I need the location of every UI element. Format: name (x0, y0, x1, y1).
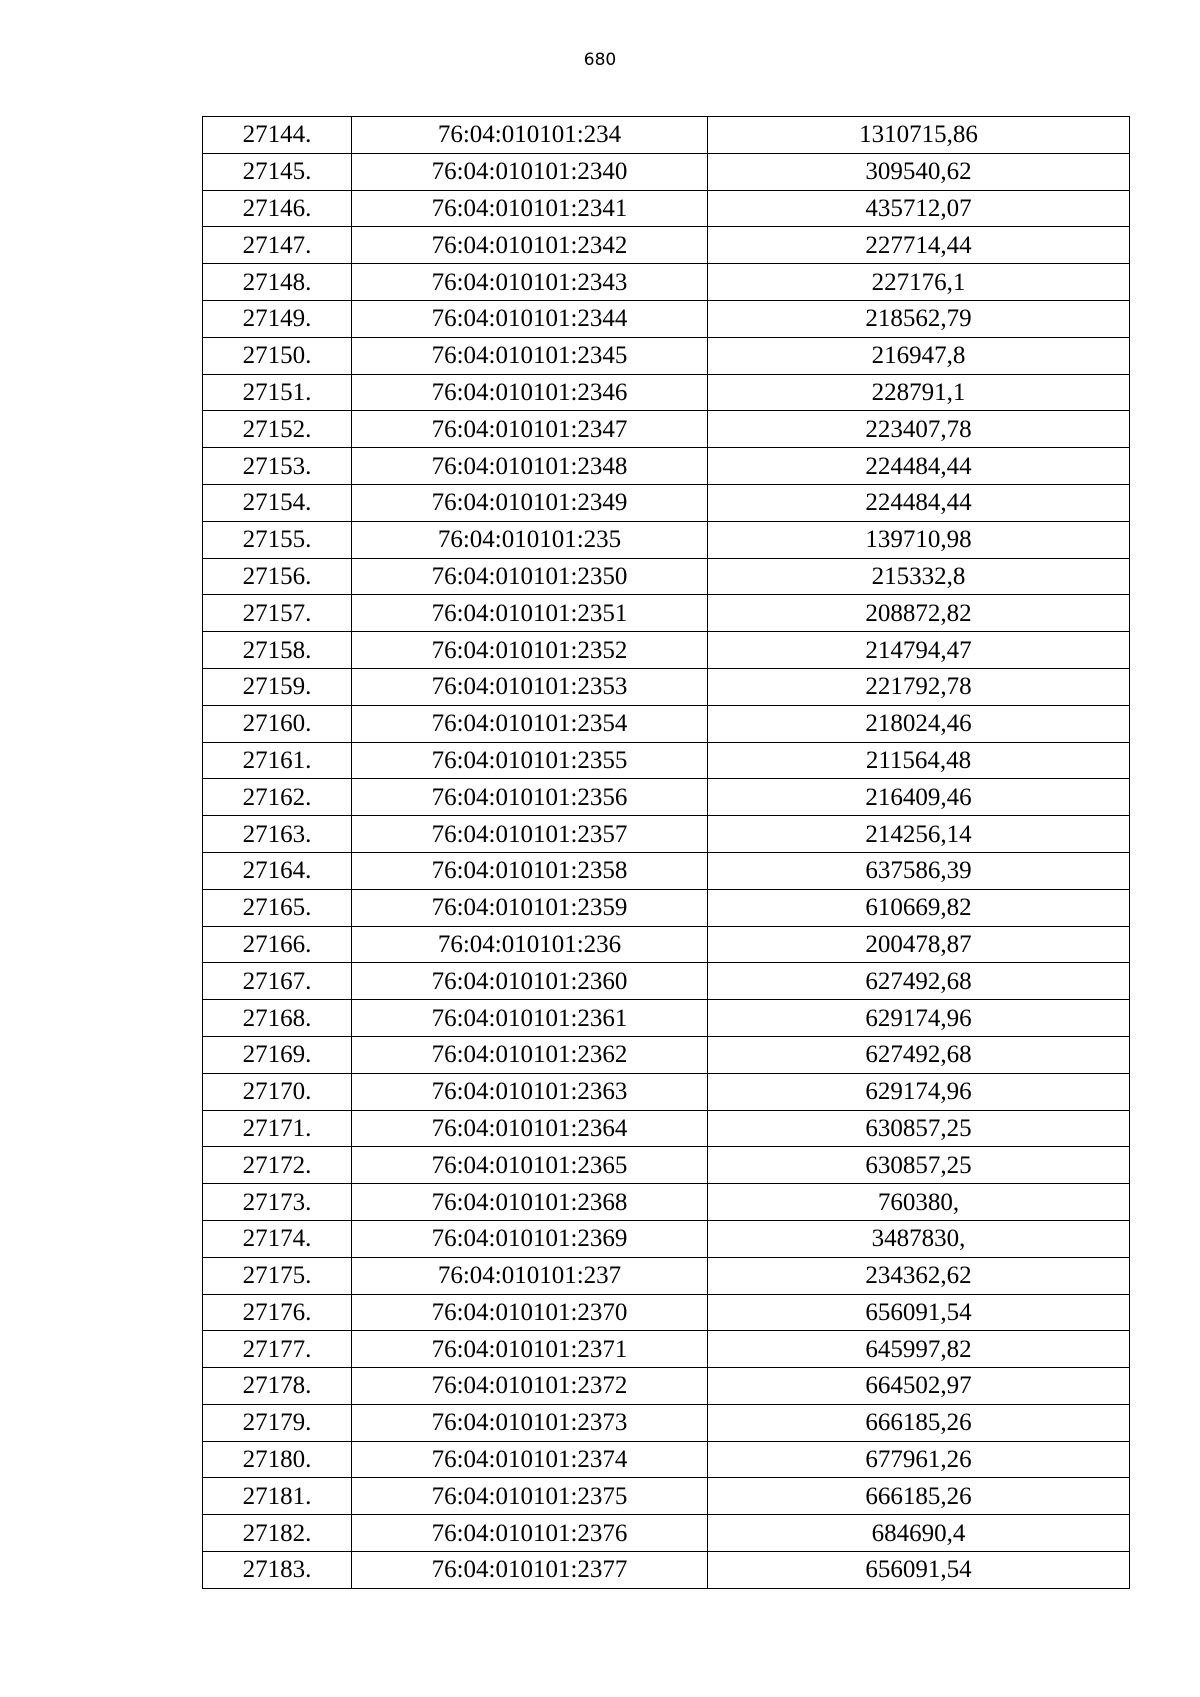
table-row (203, 1552, 1130, 1589)
cadastral-number-cell: 76:04:010101:2355 (352, 742, 708, 779)
value-cell: 214794,47 (708, 632, 1130, 669)
table-row (203, 1441, 1130, 1478)
cadastral-number-cell: 76:04:010101:2344 (352, 300, 708, 337)
table-row (203, 374, 1130, 411)
value-cell: 677961,26 (708, 1441, 1130, 1478)
row-number-cell: 27147. (203, 227, 352, 264)
row-number-cell: 27151. (203, 374, 352, 411)
cadastral-number-cell: 76:04:010101:2359 (352, 889, 708, 926)
table-row (203, 1257, 1130, 1294)
value-cell: 214256,14 (708, 816, 1130, 853)
table-row (203, 779, 1130, 816)
row-number-cell: 27175. (203, 1257, 352, 1294)
cadastral-number-cell: 76:04:010101:2362 (352, 1036, 708, 1073)
row-number-cell: 27177. (203, 1331, 352, 1368)
row-number-cell: 27183. (203, 1552, 352, 1589)
row-number-cell: 27174. (203, 1220, 352, 1257)
cadastral-number-cell: 76:04:010101:235 (352, 521, 708, 558)
table-row (203, 558, 1130, 595)
row-number-cell: 27159. (203, 668, 352, 705)
value-cell: 139710,98 (708, 521, 1130, 558)
row-number-cell: 27157. (203, 595, 352, 632)
table-row (203, 1294, 1130, 1331)
value-cell: 666185,26 (708, 1404, 1130, 1441)
cadastral-number-cell: 76:04:010101:2345 (352, 337, 708, 374)
row-number-cell: 27161. (203, 742, 352, 779)
value-cell: 228791,1 (708, 374, 1130, 411)
cadastral-number-cell: 76:04:010101:2360 (352, 963, 708, 1000)
row-number-cell: 27160. (203, 705, 352, 742)
cadastral-number-cell: 76:04:010101:2377 (352, 1552, 708, 1589)
cadastral-number-cell: 76:04:010101:2340 (352, 153, 708, 190)
table-row (203, 264, 1130, 301)
cadastral-number-cell: 76:04:010101:2374 (352, 1441, 708, 1478)
row-number-cell: 27152. (203, 411, 352, 448)
value-cell: 224484,44 (708, 448, 1130, 485)
cadastral-number-cell: 76:04:010101:2371 (352, 1331, 708, 1368)
row-number-cell: 27154. (203, 484, 352, 521)
value-cell: 435712,07 (708, 190, 1130, 227)
table-row (203, 889, 1130, 926)
cadastral-number-cell: 76:04:010101:2357 (352, 816, 708, 853)
table-row (203, 1147, 1130, 1184)
cadastral-number-cell: 76:04:010101:2375 (352, 1478, 708, 1515)
cadastral-number-cell: 76:04:010101:2361 (352, 1000, 708, 1037)
row-number-cell: 27148. (203, 264, 352, 301)
cadastral-number-cell: 76:04:010101:2369 (352, 1220, 708, 1257)
value-cell: 3487830, (708, 1220, 1130, 1257)
row-number-cell: 27167. (203, 963, 352, 1000)
table-row (203, 668, 1130, 705)
table-row (203, 816, 1130, 853)
cadastral-number-cell: 76:04:010101:2365 (352, 1147, 708, 1184)
value-cell: 637586,39 (708, 852, 1130, 889)
row-number-cell: 27164. (203, 852, 352, 889)
cadastral-number-cell: 76:04:010101:2341 (352, 190, 708, 227)
table-row (203, 117, 1130, 154)
row-number-cell: 27150. (203, 337, 352, 374)
table-row (203, 1110, 1130, 1147)
cadastral-number-cell: 76:04:010101:2358 (352, 852, 708, 889)
value-cell: 629174,96 (708, 1073, 1130, 1110)
cadastral-number-cell: 76:04:010101:2352 (352, 632, 708, 669)
row-number-cell: 27180. (203, 1441, 352, 1478)
page-number: 680 (583, 50, 617, 70)
row-number-cell: 27165. (203, 889, 352, 926)
value-cell: 645997,82 (708, 1331, 1130, 1368)
cadastral-number-cell: 76:04:010101:236 (352, 926, 708, 963)
cadastral-number-cell: 76:04:010101:2373 (352, 1404, 708, 1441)
table-body (203, 117, 1130, 1589)
table-row (203, 632, 1130, 669)
value-cell: 200478,87 (708, 926, 1130, 963)
cadastral-number-cell: 76:04:010101:2342 (352, 227, 708, 264)
table-row (203, 1220, 1130, 1257)
value-cell: 630857,25 (708, 1110, 1130, 1147)
value-cell: 760380, (708, 1184, 1130, 1221)
table-row (203, 1073, 1130, 1110)
cadastral-number-cell: 76:04:010101:2370 (352, 1294, 708, 1331)
row-number-cell: 27181. (203, 1478, 352, 1515)
cadastral-number-cell: 76:04:010101:2353 (352, 668, 708, 705)
cadastral-number-cell: 76:04:010101:2356 (352, 779, 708, 816)
table-row (203, 742, 1130, 779)
row-number-cell: 27172. (203, 1147, 352, 1184)
cadastral-number-cell: 76:04:010101:2376 (352, 1515, 708, 1552)
row-number-cell: 27182. (203, 1515, 352, 1552)
table-row (203, 595, 1130, 632)
table-row (203, 926, 1130, 963)
cadastral-number-cell: 76:04:010101:2343 (352, 264, 708, 301)
row-number-cell: 27179. (203, 1404, 352, 1441)
row-number-cell: 27171. (203, 1110, 352, 1147)
row-number-cell: 27153. (203, 448, 352, 485)
value-cell: 664502,97 (708, 1368, 1130, 1405)
row-number-cell: 27168. (203, 1000, 352, 1037)
table-row (203, 963, 1130, 1000)
row-number-cell: 27144. (203, 117, 352, 154)
row-number-cell: 27176. (203, 1294, 352, 1331)
table-row (203, 852, 1130, 889)
row-number-cell: 27162. (203, 779, 352, 816)
value-cell: 656091,54 (708, 1552, 1130, 1589)
value-cell: 218562,79 (708, 300, 1130, 337)
table-row (203, 484, 1130, 521)
table-row (203, 705, 1130, 742)
table-row (203, 337, 1130, 374)
row-number-cell: 27170. (203, 1073, 352, 1110)
value-cell: 627492,68 (708, 1036, 1130, 1073)
value-cell: 234362,62 (708, 1257, 1130, 1294)
row-number-cell: 27169. (203, 1036, 352, 1073)
value-cell: 227714,44 (708, 227, 1130, 264)
table-row (203, 521, 1130, 558)
table-row (203, 1184, 1130, 1221)
value-cell: 227176,1 (708, 264, 1130, 301)
table-row (203, 1368, 1130, 1405)
row-number-cell: 27155. (203, 521, 352, 558)
value-cell: 216947,8 (708, 337, 1130, 374)
table-row (203, 1478, 1130, 1515)
row-number-cell: 27149. (203, 300, 352, 337)
row-number-cell: 27146. (203, 190, 352, 227)
value-cell: 208872,82 (708, 595, 1130, 632)
value-cell: 610669,82 (708, 889, 1130, 926)
cadastral-number-cell: 76:04:010101:2351 (352, 595, 708, 632)
table-row (203, 1036, 1130, 1073)
row-number-cell: 27163. (203, 816, 352, 853)
cadastral-number-cell: 76:04:010101:237 (352, 1257, 708, 1294)
table-row (203, 153, 1130, 190)
cadastral-number-cell: 76:04:010101:2364 (352, 1110, 708, 1147)
cadastral-number-cell: 76:04:010101:2347 (352, 411, 708, 448)
table-row (203, 227, 1130, 264)
table-row (203, 1000, 1130, 1037)
cadastral-number-cell: 76:04:010101:2372 (352, 1368, 708, 1405)
table-row (203, 1331, 1130, 1368)
row-number-cell: 27178. (203, 1368, 352, 1405)
row-number-cell: 27166. (203, 926, 352, 963)
value-cell: 309540,62 (708, 153, 1130, 190)
table-row (203, 190, 1130, 227)
value-cell: 216409,46 (708, 779, 1130, 816)
value-cell: 629174,96 (708, 1000, 1130, 1037)
table-row (203, 300, 1130, 337)
table-row (203, 1404, 1130, 1441)
cadastral-number-cell: 76:04:010101:2363 (352, 1073, 708, 1110)
table-row (203, 448, 1130, 485)
value-cell: 1310715,86 (708, 117, 1130, 154)
value-cell: 211564,48 (708, 742, 1130, 779)
cadastral-number-cell: 76:04:010101:2346 (352, 374, 708, 411)
cadastral-number-cell: 76:04:010101:2348 (352, 448, 708, 485)
data-table (202, 116, 1130, 1589)
row-number-cell: 27158. (203, 632, 352, 669)
value-cell: 223407,78 (708, 411, 1130, 448)
value-cell: 627492,68 (708, 963, 1130, 1000)
row-number-cell: 27173. (203, 1184, 352, 1221)
value-cell: 215332,8 (708, 558, 1130, 595)
cadastral-number-cell: 76:04:010101:2354 (352, 705, 708, 742)
cadastral-number-cell: 76:04:010101:234 (352, 117, 708, 154)
value-cell: 656091,54 (708, 1294, 1130, 1331)
row-number-cell: 27156. (203, 558, 352, 595)
value-cell: 221792,78 (708, 668, 1130, 705)
value-cell: 224484,44 (708, 484, 1130, 521)
table-row (203, 1515, 1130, 1552)
value-cell: 684690,4 (708, 1515, 1130, 1552)
value-cell: 630857,25 (708, 1147, 1130, 1184)
value-cell: 666185,26 (708, 1478, 1130, 1515)
value-cell: 218024,46 (708, 705, 1130, 742)
cadastral-number-cell: 76:04:010101:2350 (352, 558, 708, 595)
cadastral-number-cell: 76:04:010101:2368 (352, 1184, 708, 1221)
table-row (203, 411, 1130, 448)
row-number-cell: 27145. (203, 153, 352, 190)
cadastral-number-cell: 76:04:010101:2349 (352, 484, 708, 521)
